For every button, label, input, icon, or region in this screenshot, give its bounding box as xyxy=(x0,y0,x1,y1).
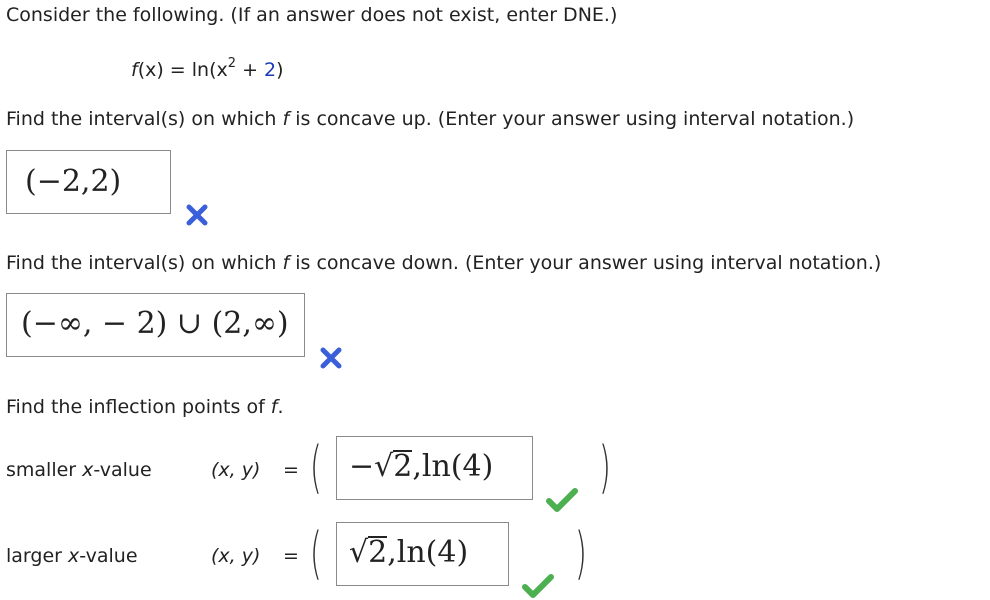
q1-prompt-before: Find the interval(s) on which xyxy=(6,108,283,130)
intro-text: Consider the following. (If an answer does not exist, enter DNE.) xyxy=(6,4,618,26)
function-plus: + xyxy=(236,59,265,81)
q1-prompt-after: is concave up. (Enter your answer using interval notation.) xyxy=(289,108,855,130)
question-concave-down xyxy=(6,252,881,274)
correct-check-icon xyxy=(521,573,555,599)
larger-inflection-answer-field[interactable] xyxy=(336,522,509,586)
row2-answer-rest: ,ln(4) xyxy=(387,535,469,570)
larger-inflection-answer xyxy=(349,535,468,571)
row1-point-label: (x, y) xyxy=(211,459,261,481)
function-definition xyxy=(131,56,284,84)
row2-label-after: -value xyxy=(79,545,138,567)
function-arg: (x) = ln(x xyxy=(137,59,228,81)
row1-open-paren: ( xyxy=(309,435,322,500)
q1-prompt-var: f xyxy=(282,108,290,130)
q3-prompt-before: Find the inflection points of xyxy=(6,396,271,418)
row2-label-before: larger xyxy=(6,545,69,567)
concave-up-answer-field[interactable] xyxy=(6,150,171,214)
function-close: ) xyxy=(276,59,284,81)
incorrect-x-icon xyxy=(185,203,209,227)
q2-prompt-after: is concave down. (Enter your answer using interval notation.) xyxy=(289,252,882,274)
function-exponent: 2 xyxy=(227,56,237,71)
row1-close-paren: ) xyxy=(598,435,611,500)
row1-label-after: -value xyxy=(93,459,152,481)
row2-point-label: (x, y) xyxy=(211,545,261,567)
row1-label-before: smaller xyxy=(6,459,83,481)
row1-answer-rest: ,ln(4) xyxy=(412,449,494,484)
row1-radicand: 2 xyxy=(393,449,413,484)
correct-check-icon xyxy=(545,487,579,513)
row2-label-var: x xyxy=(68,545,80,567)
q3-prompt-after: . xyxy=(277,396,284,418)
row2-open-paren: ( xyxy=(309,521,322,586)
concave-down-answer: (−∞, − 2) ∪ (2,∞) xyxy=(21,306,289,341)
smaller-inflection-answer-field[interactable] xyxy=(336,436,533,500)
row1-equals: = xyxy=(283,459,299,481)
function-name: f xyxy=(131,59,138,81)
row2-radicand: 2 xyxy=(368,535,388,570)
concave-down-answer-field[interactable] xyxy=(6,293,305,357)
question-inflection-points xyxy=(6,396,284,418)
q3-prompt-var: f xyxy=(270,396,278,418)
q2-prompt-var: f xyxy=(282,252,290,274)
incorrect-x-icon xyxy=(319,346,343,370)
function-constant: 2 xyxy=(264,59,277,81)
row2-equals: = xyxy=(283,545,299,567)
row1-sqrt-sign: √ xyxy=(374,449,394,484)
smaller-x-label xyxy=(6,459,152,481)
row1-label-var: x xyxy=(82,459,94,481)
row1-answer-sign: − xyxy=(349,449,375,484)
smaller-inflection-answer xyxy=(349,449,493,485)
concave-up-answer: (−2,2) xyxy=(25,164,122,199)
question-concave-up xyxy=(6,108,854,130)
larger-x-label xyxy=(6,545,138,567)
row2-close-paren: ) xyxy=(574,521,587,586)
row2-sqrt-sign: √ xyxy=(349,535,369,570)
q2-prompt-before: Find the interval(s) on which xyxy=(6,252,283,274)
